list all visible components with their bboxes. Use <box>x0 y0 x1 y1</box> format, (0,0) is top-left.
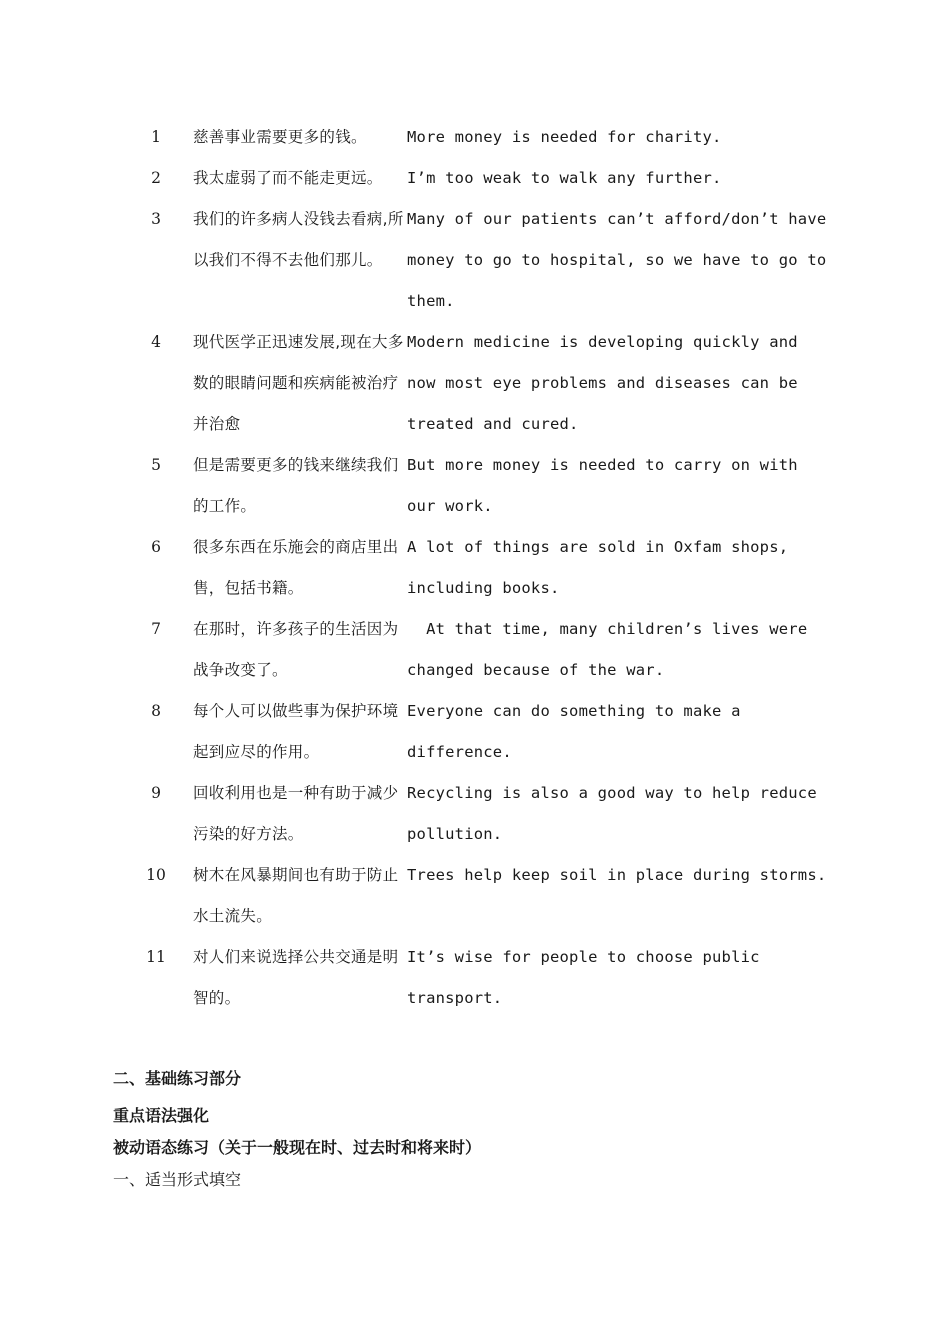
translation-row <box>140 158 827 199</box>
translation-row <box>140 691 827 773</box>
row-number-cell <box>140 855 193 937</box>
row-number: 5 <box>151 456 161 474</box>
english-translation: It’s wise for people to choose public transport. <box>407 948 770 1007</box>
row-number-cell <box>140 609 193 691</box>
row-number: 7 <box>151 620 161 638</box>
translation-row <box>140 855 827 937</box>
english-translation: At that time, many children’s lives were changed because of the war. <box>407 620 817 679</box>
chinese-sentence: 回收利用也是一种有助于减少污染的好方法。 <box>193 784 399 843</box>
row-number: 9 <box>151 784 161 802</box>
row-number: 11 <box>146 948 166 966</box>
passive-voice-topic: 被动语态练习（关于一般现在时、过去时和将来时） <box>113 1138 482 1157</box>
row-number: 2 <box>151 169 161 187</box>
english-translation: I’m too weak to walk any further. <box>407 169 722 187</box>
chinese-sentence: 现代医学正迅速发展,现在大多数的眼睛问题和疾病能被治疗并治愈 <box>193 333 404 433</box>
row-number-cell <box>140 445 193 527</box>
translation-row <box>140 117 827 158</box>
translation-row <box>140 937 827 1019</box>
english-translation: But more money is needed to carry on with our work. <box>407 456 808 515</box>
chinese-sentence: 我们的许多病人没钱去看病,所以我们不得不去他们那儿。 <box>193 210 404 269</box>
english-translation: Recycling is also a good way to help reduce pollution. <box>407 784 827 843</box>
chinese-sentence: 每个人可以做些事为保护环境起到应尽的作用。 <box>193 702 399 761</box>
english-translation: More money is needed for charity. <box>407 128 722 146</box>
row-number-cell <box>140 199 193 322</box>
translation-row <box>140 199 827 322</box>
chinese-sentence: 对人们来说选择公共交通是明智的。 <box>193 948 399 1007</box>
english-translation: Many of our patients can’t afford/don’t have money to go to hospital, so we have to go to them. <box>407 210 836 310</box>
section-heading: 二、基础练习部分 <box>113 1069 242 1088</box>
row-number: 4 <box>151 333 161 351</box>
exercise-title: 一、适当形式填空 <box>113 1170 242 1189</box>
translation-rows <box>140 117 836 1019</box>
row-number-cell <box>140 937 193 1019</box>
row-number: 3 <box>151 210 161 228</box>
translation-row <box>140 609 827 691</box>
translation-row <box>140 322 827 445</box>
row-number-cell <box>140 322 193 445</box>
chinese-sentence: 树木在风暴期间也有助于防止水土流失。 <box>193 866 399 925</box>
grammar-subheading: 重点语法强化 <box>113 1106 210 1125</box>
row-number-cell <box>140 691 193 773</box>
row-number-cell <box>140 527 193 609</box>
english-translation: Everyone can do something to make a difference. <box>407 702 751 761</box>
translation-row <box>140 773 827 855</box>
chinese-sentence: 很多东西在乐施会的商店里出售，包括书籍。 <box>193 538 399 597</box>
row-number: 1 <box>151 128 161 146</box>
english-translation: Trees help keep soil in place during storms. <box>407 866 827 884</box>
chinese-sentence: 但是需要更多的钱来继续我们的工作。 <box>193 456 399 515</box>
translation-row <box>140 527 827 609</box>
chinese-sentence: 我太虚弱了而不能走更远。 <box>193 169 383 187</box>
row-number-cell <box>140 158 193 199</box>
translation-table <box>140 117 836 1019</box>
row-number: 10 <box>146 866 166 884</box>
row-number: 6 <box>151 538 161 556</box>
english-translation: Modern medicine is developing quickly and now most eye problems and diseases can be treated and cured. <box>407 333 808 433</box>
row-number-cell <box>140 773 193 855</box>
translation-row <box>140 445 827 527</box>
chinese-sentence: 在那时，许多孩子的生活因为战争改变了。 <box>193 620 399 679</box>
chinese-sentence: 慈善事业需要更多的钱。 <box>193 128 367 146</box>
english-translation: A lot of things are sold in Oxfam shops, including books. <box>407 538 798 597</box>
row-number: 8 <box>151 702 161 720</box>
row-number-cell <box>140 117 193 158</box>
